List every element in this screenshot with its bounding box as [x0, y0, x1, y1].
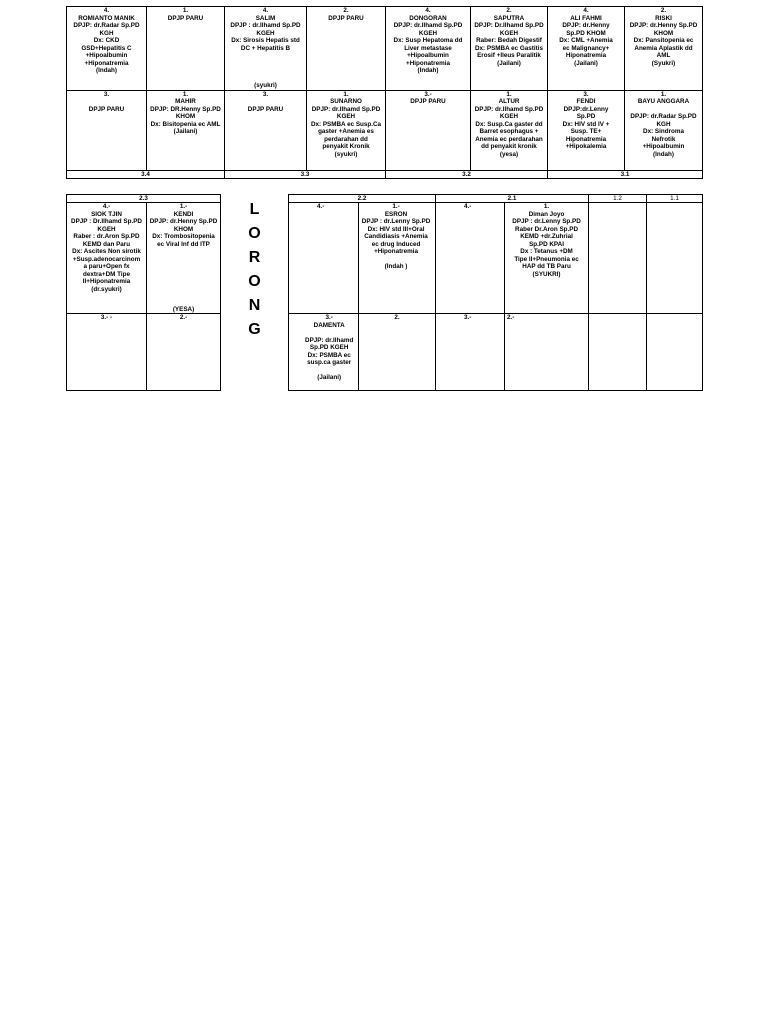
bed-cell — [147, 203, 221, 314]
cell-text-line: +Hipoalbumin — [407, 52, 449, 59]
cell-text-line: (Jailani) — [574, 59, 598, 67]
room-label: 3.2 — [386, 170, 548, 178]
room-label: 3.3 — [225, 170, 386, 178]
cell-text-line: Dx: PSMBA ec — [307, 351, 351, 359]
cell-text-line: DONGORAN — [409, 14, 447, 22]
bed-cell — [647, 314, 703, 391]
cell-text-line: DPJP PARU — [410, 98, 446, 105]
cell-text-line: KHOM — [653, 29, 674, 37]
cell-text-line: (Syukri) — [651, 59, 676, 67]
cell-text-line: DPJP: DR.Henny Sp.PD — [150, 105, 221, 113]
cell-text-line: ec Viral Inf dd ITP — [157, 240, 210, 248]
cell-text-line: 4. — [425, 7, 431, 14]
cell-text-line: dextra+DM Tipe — [83, 270, 130, 278]
corridor-letter: G — [248, 320, 261, 338]
ward-table-top — [66, 6, 703, 179]
cell-text-line: Dx: Trombositopenia — [152, 233, 215, 240]
cell-text-line: 1.- — [179, 203, 188, 210]
corridor-letter: O — [248, 224, 261, 242]
bed-cell — [359, 203, 436, 314]
bed-cell — [67, 90, 147, 170]
cell-text-line: ALI FAHMI — [570, 14, 602, 22]
cell-text-line: (yesa) — [499, 150, 519, 158]
bed-cell — [625, 7, 703, 91]
cell-text-line: KGEH — [97, 225, 116, 233]
cell-text-line: 4. — [103, 7, 110, 14]
cell-text-line: DPJP: dr.Henny Sp.PD — [629, 22, 698, 29]
cell-text-line — [305, 367, 353, 375]
bed-cell: 3.- — [436, 314, 505, 391]
cell-text-line: DC + Hepatitis B — [240, 44, 291, 52]
cell-text-line: KGEH — [256, 29, 275, 37]
cell-text-line: KGH — [99, 29, 114, 37]
bed-cell — [589, 314, 647, 391]
bed-cell — [647, 203, 703, 314]
bed-cell — [289, 203, 359, 314]
bed-cell — [625, 90, 703, 170]
bed-cell — [67, 7, 147, 91]
cell-text-line: +Hipoalbumin — [642, 143, 685, 150]
bed-cell — [67, 203, 147, 314]
cell-text-line: Dx: PSMBA ec Gastitis — [474, 44, 543, 52]
cell-text-line: DPJP PARU — [328, 14, 364, 22]
cell-text-line: Sp.PD KGEH — [309, 344, 349, 351]
cell-text-line: 1.- — [392, 203, 400, 210]
cell-text-line: II+Hiponatremia — [82, 278, 131, 285]
cell-text-line: DPJP : dr.Lenny Sp.PD — [512, 218, 581, 225]
cell-text-line: Dx: CKD — [93, 37, 120, 44]
cell-text-line: MAHIR — [175, 98, 196, 105]
cell-text-line: DPJP: dr.Ilhamd Sp.PD — [311, 105, 381, 113]
cell-text-line — [227, 75, 304, 83]
room-label: 2.2 — [289, 195, 436, 203]
cell-text-line: 4.- — [317, 203, 325, 210]
cell-text-line: 2. — [506, 7, 512, 14]
bed-cell — [436, 203, 505, 314]
cell-text-line: 4.- — [102, 203, 111, 210]
cell-text-line: DPJP : dr.Lenny Sp.PD — [361, 218, 431, 225]
bed-cell: 2.- — [147, 314, 221, 391]
bed-cell — [225, 7, 307, 91]
cell-text-line: susp.ca gaster — [307, 359, 352, 366]
corridor-letter: N — [248, 296, 261, 314]
corridor-letter: R — [248, 248, 261, 266]
cell-text-line: +Hiponatremia — [84, 59, 129, 67]
cell-text-line: 1. — [182, 7, 189, 14]
cell-text-line: Nefrotik — [651, 135, 676, 143]
cell-text-line: ALTUR — [498, 98, 520, 105]
bed-cell — [307, 7, 386, 91]
cell-text-line — [305, 329, 353, 337]
cell-text-line: SALIM — [255, 14, 276, 22]
cell-text-line: Hiponatremia — [565, 52, 607, 59]
cell-text-line: DPJP: dr.Ilhamd Sp.PD — [474, 105, 544, 113]
bed-cell: 2. — [359, 314, 436, 391]
bed-cell — [471, 90, 548, 170]
cell-text-line: (SYUKRI) — [532, 270, 561, 278]
cell-text-line: KGH — [656, 120, 671, 128]
cell-text-line: (syukri) — [254, 82, 277, 89]
cell-text-line: Dx: Bisitopenia ec AML — [150, 120, 221, 128]
cell-text-line: DPJP:dr.Lenny — [563, 105, 609, 113]
cell-text-line: Dx: Susp Hepatoma dd — [393, 37, 463, 44]
cell-text-line: (Jailani) — [497, 59, 521, 67]
cell-text-line: Liver metastase — [404, 44, 452, 52]
cell-text-line: DPJP : Dr.Ilhamd Sp.PD — [71, 218, 142, 225]
cell-text-line: Raber: Bedah Digestif — [476, 37, 542, 44]
room-label: 3.1 — [548, 170, 703, 178]
cell-text-line: Sp.PD KPAI — [529, 240, 564, 248]
cell-text-line: 2. — [343, 7, 349, 14]
cell-text-line: DPJP PARU — [167, 14, 204, 22]
cell-text-line: (dr.syukri) — [91, 285, 122, 293]
cell-text-line: (Indah) — [96, 67, 117, 74]
cell-text-line: gaster +Anemia es — [318, 128, 374, 135]
cell-text-line: Anemia ec perdarahan — [475, 135, 543, 143]
cell-text-line: KEMD dan Paru — [82, 240, 131, 248]
bed-cell: 3.- - — [67, 314, 147, 391]
cell-text-line: DPJP PARU — [88, 105, 125, 113]
cell-text-line: Dx: Sindroma — [643, 128, 684, 135]
cell-text-line: Dx: HIV std III+Oral — [367, 225, 425, 233]
cell-text-line: Raber : dr.Aron Sp.PD — [73, 233, 140, 240]
cell-text-line: Sp.PD — [576, 113, 596, 120]
cell-text-line: ec Malignancy+ — [562, 44, 610, 52]
cell-text-line — [359, 256, 433, 264]
cell-text-line: DPJP: dr.Radar Sp.PD — [73, 22, 140, 29]
cell-text-line — [227, 60, 304, 68]
cell-text-line: Barret esophagus + — [479, 128, 539, 135]
room-label: 2.3 — [67, 195, 221, 203]
corridor-letter: O — [248, 272, 261, 290]
bed-cell — [548, 90, 625, 170]
bed-cell — [225, 90, 307, 170]
cell-text-line: SUNARNO — [330, 98, 362, 105]
cell-text-line: +Hipokalemia — [565, 143, 607, 150]
cell-text-line: DAMENTA — [313, 321, 345, 329]
cell-text-line: Dx: HIV std IV + — [562, 120, 610, 128]
cell-text-line: DPJP: Dr.Ilhamd Sp.PD — [474, 22, 544, 29]
bed-cell — [505, 203, 589, 314]
cell-text-line: Dx: Ascites Non sirotik — [72, 248, 141, 255]
bed-cell — [289, 314, 359, 391]
cell-text-line: (Indah) — [653, 150, 674, 158]
cell-text-line: FENDI — [576, 98, 596, 105]
cell-text-line: HAP dd TB Paru — [522, 263, 571, 270]
bed-info — [305, 314, 353, 382]
cell-text-line: ROMIANTO MANIK — [78, 14, 135, 22]
bed-cell — [147, 7, 225, 91]
cell-text-line: 3. — [583, 90, 589, 98]
cell-text-line: +Susp.adenocarcinom — [72, 255, 141, 263]
cell-text-line: 1. — [506, 90, 512, 98]
cell-text-line: Dx: PSMBA ec Susp.Ca — [310, 120, 382, 128]
cell-text-line: KGEH — [499, 113, 519, 120]
cell-text-line: Dx: Pansitopenia ec — [633, 37, 694, 44]
cell-text-line: 1. — [543, 203, 550, 210]
cell-text-line: DPJP : dr.Ilhamd Sp.PD — [230, 22, 301, 29]
cell-text-line — [227, 98, 304, 106]
cell-text-line: KGEH — [418, 29, 438, 37]
bed-cell: 2.- — [505, 314, 589, 391]
cell-text-line — [69, 98, 144, 106]
cell-text-line: a paru+Open fx — [83, 263, 130, 270]
cell-text-line: BAYU ANGGARA — [637, 98, 690, 105]
bed-cell — [386, 90, 471, 170]
ward-table-bottom — [66, 194, 703, 391]
nurse-name: (YESA) — [172, 305, 195, 313]
cell-text-line: Dx: Sirosis Hepatis std — [231, 37, 300, 44]
corridor-letter: L — [249, 200, 260, 218]
cell-text-line: perdarahan dd — [324, 135, 368, 143]
cell-text-line: GSD+Hepatitis C — [81, 44, 132, 52]
cell-text-line: KENDI — [173, 210, 194, 218]
cell-text-line: (Jailani) — [317, 374, 342, 381]
cell-text-line: DPJP: dr.Ilhamd Sp.PD — [393, 22, 463, 29]
bed-cell — [386, 7, 471, 91]
cell-text-line: ESRON — [384, 210, 408, 218]
cell-text-line: 1. — [182, 90, 189, 98]
cell-text-line: 1. — [343, 90, 349, 98]
cell-text-line: penyakit Kronik — [322, 143, 370, 150]
cell-text-line — [227, 67, 304, 75]
cell-text-line: Sp.PD KHOM — [566, 29, 606, 37]
cell-text-line: Anemia Aplastik dd — [634, 44, 693, 52]
cell-text-line: Dx: Susp.Ca gaster dd — [475, 120, 543, 128]
cell-text-line: Diman Joyo — [528, 210, 565, 218]
cell-text-line: +Hiponatremia — [374, 248, 418, 255]
room-label: 1.2 — [589, 195, 647, 203]
cell-text-line: 3. — [262, 90, 269, 98]
bed-cell — [147, 90, 225, 170]
bed-cell — [548, 7, 625, 91]
cell-text-line: Susp. TE+ — [570, 128, 602, 135]
cell-text-line: RISKI — [655, 14, 672, 22]
cell-text-line: Tipe II+Pneumonia ec — [514, 255, 579, 263]
bed-cell — [589, 203, 647, 314]
cell-text-line: KHOM — [173, 225, 194, 233]
cell-text-line: Candidiasis +Anemia — [364, 233, 428, 240]
cell-text-line: AML — [656, 52, 671, 59]
cell-text-line: DPJP PARU — [247, 105, 284, 113]
corridor-label — [221, 195, 289, 391]
cell-text-line: DPJP: dr.Henny Sp.PD — [149, 218, 218, 225]
cell-text-line: 3.- — [325, 314, 333, 321]
cell-text-line — [227, 52, 304, 60]
cell-text-line: (Indah) — [417, 67, 439, 74]
cell-text-line: Dx : Tetanus +DM — [520, 248, 573, 255]
cell-text-line: (Jailani) — [173, 128, 198, 135]
cell-text-line: 4. — [262, 7, 269, 14]
cell-text-line: 1. — [660, 90, 667, 98]
room-label: 2.1 — [436, 195, 589, 203]
cell-text-line: 4.- — [464, 203, 472, 210]
cell-text-line: DPJP: dr.Henny — [562, 22, 610, 29]
cell-text-line: Hiponatremia — [565, 135, 607, 143]
cell-text-line: KGEH — [499, 29, 519, 37]
cell-text-line: (syukri) — [334, 150, 358, 158]
cell-text-line: +Hiponatremia — [406, 59, 450, 67]
cell-text-line: SAPUTRA — [493, 14, 525, 22]
bed-info — [149, 203, 218, 248]
bed-cell — [471, 7, 548, 91]
room-label: 3.4 — [67, 170, 225, 178]
cell-text-line: 3.- — [424, 90, 432, 98]
cell-text-line: +Hipoalbumin — [85, 52, 128, 59]
cell-text-line: (Indah ) — [384, 263, 408, 270]
cell-text-line: KHOM — [175, 113, 196, 120]
cell-text-line: 2. — [660, 7, 667, 14]
cell-text-line: KGEH — [336, 113, 356, 120]
cell-text-line: DPJP: dr.Radar Sp.PD — [630, 113, 697, 120]
cell-text-line: ec drug Induced — [371, 240, 421, 248]
cell-text-line: SIOK TJIN — [91, 210, 122, 218]
cell-text-line: KEMD +dr.Zuhrial — [520, 233, 573, 240]
cell-text-line: Dx: CML +Anemia — [559, 37, 613, 44]
room-label: 1.1 — [647, 195, 703, 203]
cell-text-line: DPJP: dr.Ilhamd — [305, 336, 354, 344]
cell-text-line: 3. — [103, 90, 110, 98]
bed-cell — [307, 90, 386, 170]
cell-text-line: Raber Dr.Aron Sp.PD — [515, 225, 579, 233]
cell-text-line: dd penyakit kronik — [481, 143, 537, 150]
cell-text-line — [627, 106, 700, 114]
cell-text-line: Erosif +Ileus Paralitik — [477, 52, 541, 59]
cell-text-line: 4. — [583, 7, 589, 14]
